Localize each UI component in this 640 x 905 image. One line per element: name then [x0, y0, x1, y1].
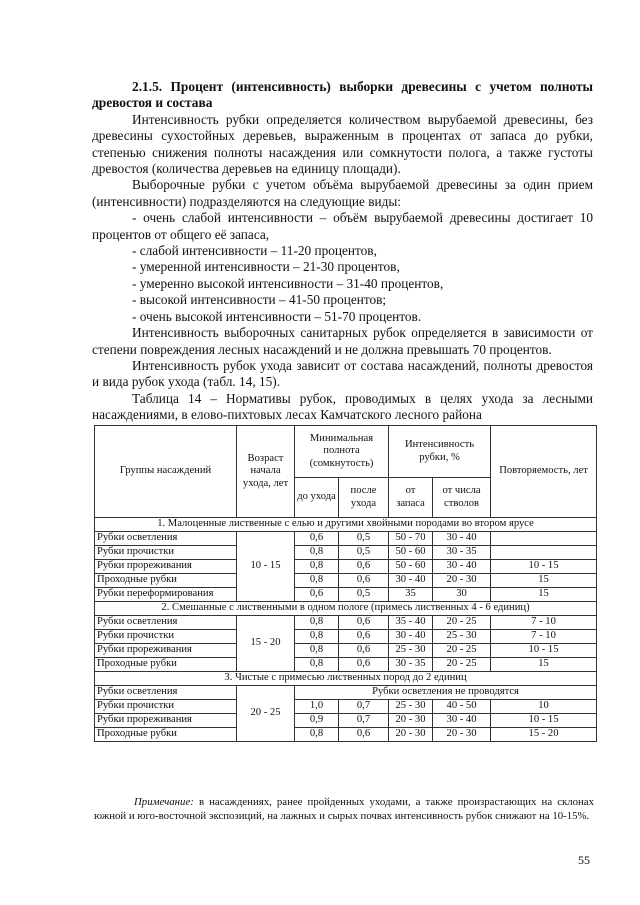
paragraph-intensity-definition: Интенсивность рубки определяется количеством вырубаемой древесины, без древесины сухостойных деревьев, выраженным в процентах от запаса до рубки, степенью снижения полноты насаждения или сомкнутости полога, а также густоты древостоя (количества деревьев на единицу площади). [92, 111, 593, 177]
cell-after: 0,5 [339, 546, 389, 560]
cell-after: 0,6 [339, 574, 389, 588]
table-row [95, 658, 597, 672]
header-density-after: после ухода [339, 478, 389, 518]
cell-before: 0,8 [295, 616, 339, 630]
table-row [95, 700, 597, 714]
cell-after: 0,5 [339, 588, 389, 602]
cell-group: Рубки осветления [95, 532, 237, 546]
table-row [95, 546, 597, 560]
cell-trees: 20 - 30 [433, 574, 491, 588]
cell-repeat: 15 - 20 [491, 728, 597, 742]
cell-group: Рубки переформирования [95, 588, 237, 602]
cell-repeat: 15 [491, 658, 597, 672]
cell-repeat: 10 - 15 [491, 714, 597, 728]
cell-age: 10 - 15 [237, 532, 295, 602]
cell-trees: 30 - 35 [433, 546, 491, 560]
cell-repeat [491, 532, 597, 546]
cell-group: Рубки прочистки [95, 546, 237, 560]
section-title-2: 2. Смешанные с лиственными в одном пологе (примесь лиственных 4 - 6 единиц) [95, 602, 597, 616]
cell-group: Рубки осветления [95, 686, 237, 700]
cell-after: 0,6 [339, 658, 389, 672]
cell-after: 0,6 [339, 728, 389, 742]
cell-group: Рубки прореживания [95, 644, 237, 658]
cell-stock: 30 - 40 [389, 630, 433, 644]
table-note [94, 796, 594, 823]
cell-repeat: 10 - 15 [491, 644, 597, 658]
cell-age: 15 - 20 [237, 616, 295, 672]
cell-stock: 25 - 30 [389, 644, 433, 658]
table-row [95, 560, 597, 574]
cell-after: 0,6 [339, 560, 389, 574]
header-intensity-trees: от числа стволов [433, 478, 491, 518]
cell-stock: 25 - 30 [389, 700, 433, 714]
table-row [95, 616, 597, 630]
cell-group: Проходные рубки [95, 658, 237, 672]
cell-before: 0,9 [295, 714, 339, 728]
cell-before: 0,6 [295, 532, 339, 546]
cell-before: 0,6 [295, 588, 339, 602]
cell-trees: 30 - 40 [433, 560, 491, 574]
cell-repeat: 15 [491, 574, 597, 588]
list-item: - умеренно высокой интенсивности – 31-40 процентов, [132, 275, 444, 291]
cell-trees: 30 [433, 588, 491, 602]
section-title: Процент (интенсивность) выборки древесины с учетом полноты древостоя и состава [92, 79, 593, 111]
cell-before: 0,8 [295, 560, 339, 574]
cell-age: 20 - 25 [237, 686, 295, 742]
cell-repeat: 7 - 10 [491, 630, 597, 644]
cell-not-performed: Рубки осветления не проводятся [295, 686, 597, 700]
table-row [95, 686, 597, 700]
cell-trees: 20 - 30 [433, 728, 491, 742]
cell-before: 0,8 [295, 546, 339, 560]
list-item: - слабой интенсивности – 11-20 процентов, [132, 243, 377, 259]
header-age: Возраст начала ухода, лет [237, 426, 295, 518]
list-item: - очень высокой интенсивности – 51-70 процентов. [132, 308, 422, 324]
cell-group: Рубки прореживания [95, 714, 237, 728]
cell-stock: 35 [389, 588, 433, 602]
table-row [95, 630, 597, 644]
document-body [92, 79, 593, 423]
cell-stock: 50 - 70 [389, 532, 433, 546]
cell-repeat: 10 - 15 [491, 560, 597, 574]
section-title-1: 1. Малоценные лиственные с елью и другими хвойными породами во втором ярусе [95, 518, 597, 532]
header-group: Группы насаждений [95, 426, 237, 518]
cell-stock: 50 - 60 [389, 546, 433, 560]
cell-stock: 50 - 60 [389, 560, 433, 574]
cell-group: Проходные рубки [95, 574, 237, 588]
cell-before: 0,8 [295, 574, 339, 588]
page-number: 55 [578, 853, 590, 867]
header-intensity: Интенсивность рубки, % [389, 426, 491, 478]
cell-before: 0,8 [295, 630, 339, 644]
cell-stock: 20 - 30 [389, 728, 433, 742]
table-row [95, 588, 597, 602]
section-row [95, 518, 597, 532]
list-item: - умеренной интенсивности – 21-30 процентов, [132, 259, 400, 275]
paragraph-sanitary-cutting: Интенсивность выборочных санитарных рубок определяется в зависимости от степени повреждения лесных насаждений и не должна превышать 70 процентов. [92, 325, 593, 357]
cell-stock: 30 - 35 [389, 658, 433, 672]
cell-group: Рубки прореживания [95, 560, 237, 574]
cell-repeat: 15 [491, 588, 597, 602]
cell-trees: 30 - 40 [433, 714, 491, 728]
cell-after: 0,6 [339, 616, 389, 630]
cell-stock: 30 - 40 [389, 574, 433, 588]
cell-trees: 25 - 30 [433, 630, 491, 644]
cell-group: Рубки прочистки [95, 700, 237, 714]
cell-before: 0,8 [295, 644, 339, 658]
section-number: 2.1.5. [132, 79, 163, 94]
cell-before: 1,0 [295, 700, 339, 714]
cell-repeat: 7 - 10 [491, 616, 597, 630]
cell-repeat [491, 546, 597, 560]
list-item: - высокой интенсивности – 41-50 процентов; [132, 292, 387, 308]
table-row [95, 714, 597, 728]
header-density-before: до ухода [295, 478, 339, 518]
header-density: Минимальная полнота (сомкнутость) [295, 426, 389, 478]
cell-group: Рубки прочистки [95, 630, 237, 644]
note-text: в насаждениях, ранее пройденных уходами, а также произрастающих на склонах южной и юго-восточной экспозиций, на лажных и сырых почвах интенсивность рубок снижают на 10-15%. [94, 796, 594, 822]
cell-stock: 35 - 40 [389, 616, 433, 630]
cell-after: 0,6 [339, 644, 389, 658]
cell-stock: 20 - 30 [389, 714, 433, 728]
cell-after: 0,5 [339, 532, 389, 546]
section-row [95, 602, 597, 616]
cell-repeat: 10 [491, 700, 597, 714]
paragraph-care-cutting: Интенсивность рубок ухода зависит от состава насаждений, полноты древостоя и вида рубок ухода (табл. 14, 15). [92, 357, 593, 390]
cell-group: Рубки осветления [95, 616, 237, 630]
cell-after: 0,7 [339, 700, 389, 714]
cell-before: 0,8 [295, 658, 339, 672]
table-header-row [95, 426, 597, 478]
header-intensity-stock: от запаса [389, 478, 433, 518]
table-row [95, 644, 597, 658]
cell-before: 0,8 [295, 728, 339, 742]
cell-trees: 20 - 25 [433, 644, 491, 658]
table-caption: Таблица 14 – Нормативы рубок, проводимых в целях ухода за лесными насаждениями, в елово-пихтовых лесах Камчатского лесного района [92, 390, 593, 422]
table-row [95, 532, 597, 546]
table-row [95, 728, 597, 742]
section-heading [92, 79, 593, 112]
cell-after: 0,6 [339, 630, 389, 644]
list-item: - очень слабой интенсивности – объём вырубаемой древесины достигает 10 процентов от общего её запаса, [92, 210, 593, 242]
table-row [95, 574, 597, 588]
paragraph-selective-cutting: Выборочные рубки с учетом объёма вырубаемой древесины за один прием (интенсивности) подразделяются на следующие виды: [92, 177, 593, 209]
norms-table [94, 425, 597, 742]
cell-after: 0,7 [339, 714, 389, 728]
cell-trees: 40 - 50 [433, 700, 491, 714]
cell-group: Проходные рубки [95, 728, 237, 742]
note-label: Примечание: [134, 796, 194, 808]
cell-trees: 30 - 40 [433, 532, 491, 546]
section-row [95, 672, 597, 686]
cell-trees: 20 - 25 [433, 616, 491, 630]
header-repeat: Повторяемость, лет [491, 426, 597, 518]
section-title-3: 3. Чистые с примесью лиственных пород до 2 единиц [95, 672, 597, 686]
cell-trees: 20 - 25 [433, 658, 491, 672]
